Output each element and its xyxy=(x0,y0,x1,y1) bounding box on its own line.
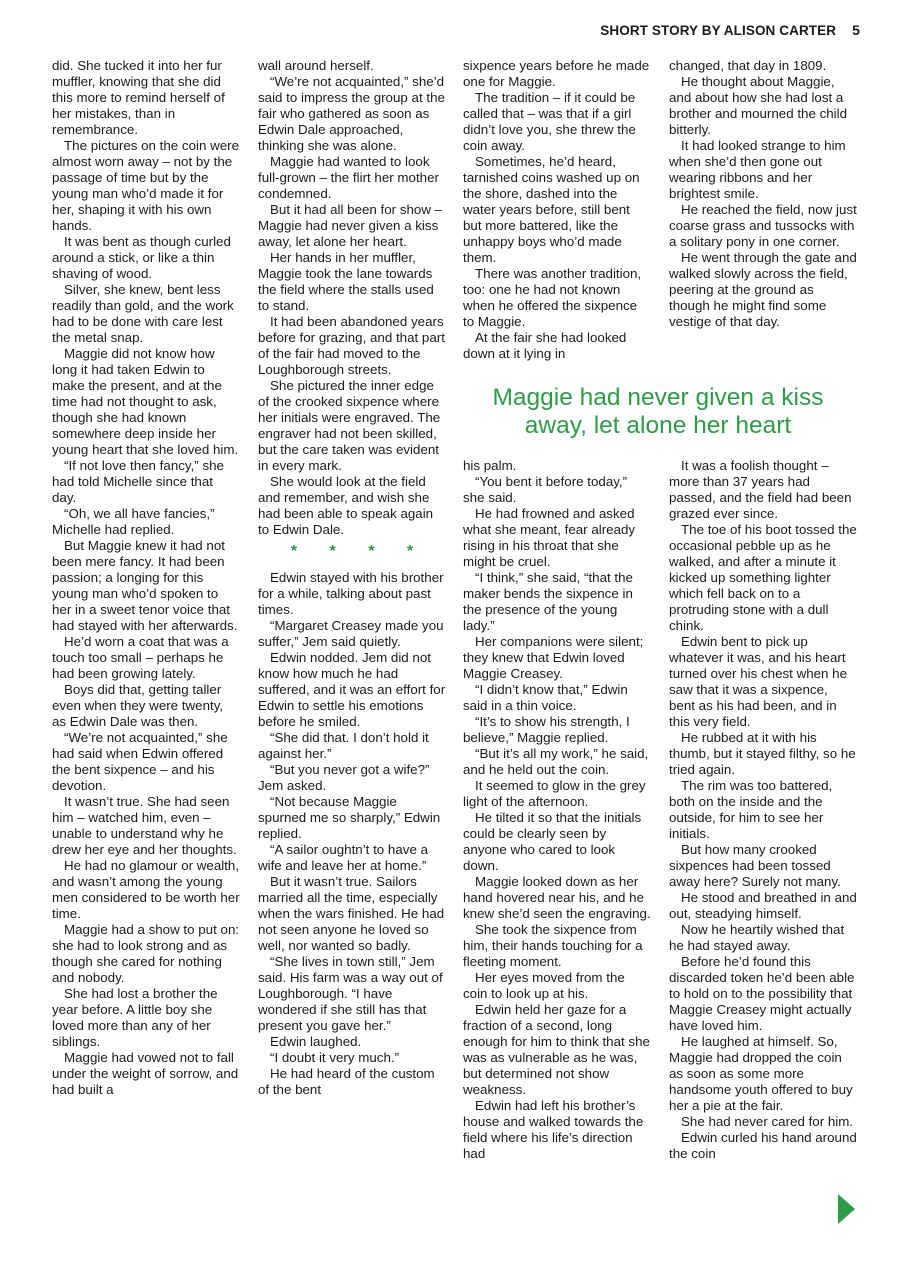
paragraph: Edwin bent to pick up whatever it was, and his heart turned over his chest when he saw that it was a sixpence, bent as his had been, and in this very field. xyxy=(669,634,848,729)
paragraph: Sometimes, he’d heard, tarnished coins washed up on the shore, dashed into the water years before, still bent but more battered, like the unhappy boys who’d made them. xyxy=(463,154,640,265)
paragraph: “But you never got a wife?” Jem asked. xyxy=(258,762,430,793)
paragraph: But how many crooked sixpences had been tossed away here? Surely not many. xyxy=(669,842,841,889)
paragraph: “I didn’t know that,” Edwin said in a thin voice. xyxy=(463,682,628,713)
paragraph: Her companions were silent; they knew that Edwin loved Maggie Creasey. xyxy=(463,634,644,681)
paragraph: The rim was too battered, both on the inside and the outside, for him to see her initials. xyxy=(669,778,833,841)
paragraph: “We’re not acquainted,” she’d said to impress the group at the fair who gathered as soon as Edwin Dale approached, thinking she was alone. xyxy=(258,74,445,153)
paragraph: The tradition – if it could be called that – was that if a girl didn’t love you, she threw the coin away. xyxy=(463,90,636,153)
paragraph: He went through the gate and walked slowly across the field, peering at the ground as though he might find some vestige of that day. xyxy=(669,250,857,329)
paragraph: There was another tradition, too: one he had not known when he offered the sixpence to Maggie. xyxy=(463,266,642,329)
paragraph: But it had all been for show – Maggie had never given a kiss away, let alone her heart. xyxy=(258,202,443,249)
paragraph: Edwin nodded. Jem did not know how much he had suffered, and it was an effort for Edwin to settle his emotions before he smiled. xyxy=(258,650,446,729)
text-column-4-top xyxy=(669,58,857,330)
paragraph: He thought about Maggie, and about how she had lost a brother and mourned the child bitterly. xyxy=(669,74,848,137)
paragraph: He had heard of the custom of the bent xyxy=(258,1066,435,1097)
pull-quote: Maggie had never given a kiss away, let alone her heart xyxy=(492,384,824,439)
paragraph: It seemed to glow in the grey light of the afternoon. xyxy=(463,778,646,809)
paragraph: changed, that day in 1809. xyxy=(669,58,827,73)
paragraph: He had no glamour or wealth, and wasn’t among the young men considered to be worth her time. xyxy=(52,858,240,921)
paragraph: But Maggie knew it had not been mere fancy. It had been passion; a longing for this young man who’d spoken to her in a sweet tenor voice that had stayed with her afterwards. xyxy=(52,538,238,633)
paragraph: “Margaret Creasey made you suffer,” Jem said quietly. xyxy=(258,618,444,649)
paragraph: She pictured the inner edge of the crooked sixpence where her initials were engraved. The engraver had not been skilled, but the care taken was evident in every mark. xyxy=(258,378,441,473)
paragraph: “Oh, we all have fancies,” Michelle had replied. xyxy=(52,506,215,537)
paragraph: He laughed at himself. So, Maggie had dropped the coin as soon as some more handsome youth offered to buy her a pie at the fair. xyxy=(669,1034,853,1113)
text-column-2 xyxy=(258,58,446,1098)
section-break-stars: * * * * xyxy=(290,543,428,560)
text-column-3-bottom xyxy=(463,458,651,1162)
paragraph: It wasn’t true. She had seen him – watched him, even – unable to understand why he drew her eye and her thoughts. xyxy=(52,794,237,857)
paragraph: It had been abandoned years before for grazing, and that part of the fair had moved to the Loughborough streets. xyxy=(258,314,445,377)
paragraph: He had frowned and asked what she meant, fear already rising in his throat that she might be cruel. xyxy=(463,506,636,569)
paragraph: “But it’s all my work,” he said, and he held out the coin. xyxy=(463,746,649,777)
paragraph: “She did that. I don’t hold it against her.” xyxy=(258,730,429,761)
paragraph: his palm. xyxy=(463,458,517,473)
paragraph: “She lives in town still,” Jem said. His farm was a way out of Loughborough. “I have wondered if she still has that present you gave her.” xyxy=(258,954,443,1033)
paragraph: The toe of his boot tossed the occasional pebble up as he walked, and after a minute it kicked up something lighter which fell back on to a protruding stone with a dull chink. xyxy=(669,522,857,633)
paragraph: Edwin had left his brother’s house and walked towards the field where his life’s direction had xyxy=(463,1098,644,1161)
paragraph: “If not love then fancy,” she had told Michelle since that day. xyxy=(52,458,224,505)
paragraph: “A sailor oughtn’t to have a wife and leave her at home.” xyxy=(258,842,429,873)
paragraph: Maggie looked down as her hand hovered near his, and he knew she’d seen the engraving. xyxy=(463,874,651,921)
paragraph: He’d worn a coat that was a touch too small – perhaps he had been growing lately. xyxy=(52,634,229,681)
paragraph: did. She tucked it into her fur muffler, knowing that she did this more to remind herself of her mistakes, than in remembrance. xyxy=(52,58,225,137)
paragraph: Now he heartily wished that he had stayed away. xyxy=(669,922,845,953)
paragraph: It was bent as though curled around a stick, or like a thin shaving of wood. xyxy=(52,234,231,281)
paragraph: But it wasn’t true. Sailors married all the time, especially when the wars finished. He had not seen anyone he loved so well, nor wanted so badly. xyxy=(258,874,445,953)
paragraph: “I think,” she said, “that the maker bends the sixpence in the presence of the young lady.” xyxy=(463,570,633,633)
paragraph: It was a foolish thought – more than 37 years had passed, and the field had been grazed ever since. xyxy=(669,458,852,521)
paragraph: She would look at the field and remember, and wish she had been able to speak again to Edwin Dale. xyxy=(258,474,434,537)
text-column-4-bottom xyxy=(669,458,857,1162)
paragraph: Edwin stayed with his brother for a while, talking about past times. xyxy=(258,570,444,617)
page-number: 5 xyxy=(852,22,860,38)
paragraph: He rubbed at it with his thumb, but it stayed filthy, so he tried again. xyxy=(669,730,856,777)
paragraph: The pictures on the coin were almost worn away – not by the passage of time but by the young man who’d made it for her, shaping it with his own hands. xyxy=(52,138,240,233)
paragraph: Before he’d found this discarded token he’d been able to hold on to the possibility that Maggie Creasey might actually have loved him. xyxy=(669,954,855,1033)
paragraph: She had never cared for him. xyxy=(681,1114,854,1129)
running-header xyxy=(560,22,860,42)
paragraph: Edwin curled his hand around the coin xyxy=(669,1130,857,1161)
paragraph: Maggie did not know how long it had taken Edwin to make the present, and at the time had not thought to ask, though she had known somewhere deep inside her young heart that she loved him. xyxy=(52,346,239,457)
paragraph: “You bent it before today,” she said. xyxy=(463,474,628,505)
paragraph: Boys did that, getting taller even when they were twenty, as Edwin Dale was then. xyxy=(52,682,224,729)
text-column-1 xyxy=(52,58,240,1098)
paragraph: “I doubt it very much.” xyxy=(270,1050,400,1065)
paragraph: Silver, she knew, bent less readily than gold, and the work had to be done with care lest the metal snap. xyxy=(52,282,234,345)
paragraph: Maggie had a show to put on: she had to look strong and as though she cared for nothing and nobody. xyxy=(52,922,240,985)
paragraph: “We’re not acquainted,” she had said when Edwin offered the bent sixpence – and his devotion. xyxy=(52,730,228,793)
paragraph: “Not because Maggie spurned me so sharply,” Edwin replied. xyxy=(258,794,441,841)
paragraph: Her eyes moved from the coin to look up at his. xyxy=(463,970,625,1001)
paragraph: Maggie had wanted to look full-grown – the flirt her mother condemned. xyxy=(258,154,439,201)
paragraph: She took the sixpence from him, their hands touching for a fleeting moment. xyxy=(463,922,643,969)
paragraph: He reached the field, now just coarse grass and tussocks with a solitary pony in one corner. xyxy=(669,202,857,249)
story-byline: SHORT STORY BY ALISON CARTER xyxy=(600,23,837,38)
paragraph: At the fair she had looked down at it lying in xyxy=(463,330,627,361)
paragraph: He stood and breathed in and out, steadying himself. xyxy=(669,890,857,921)
paragraph: “It’s to show his strength, I believe,” Maggie replied. xyxy=(463,714,630,745)
paragraph: Maggie had vowed not to fall under the weight of sorrow, and had built a xyxy=(52,1050,239,1097)
text-column-3-top xyxy=(463,58,651,362)
paragraph: He tilted it so that the initials could be clearly seen by anyone who cared to look down. xyxy=(463,810,642,873)
paragraph: Edwin held her gaze for a fraction of a second, long enough for him to think that she was as vulnerable as he was, but determined not show weakness. xyxy=(463,1002,650,1097)
paragraph: sixpence years before he made one for Maggie. xyxy=(463,58,650,89)
paragraph: wall around herself. xyxy=(258,58,374,73)
continue-arrow-icon xyxy=(838,1194,855,1224)
paragraph: It had looked strange to him when she’d then gone out wearing ribbons and her brightest smile. xyxy=(669,138,846,201)
paragraph: Her hands in her muffler, Maggie took the lane towards the field where the stalls used to stand. xyxy=(258,250,434,313)
paragraph: Edwin laughed. xyxy=(270,1034,362,1049)
paragraph: She had lost a brother the year before. A little boy she loved more than any of her siblings. xyxy=(52,986,218,1049)
